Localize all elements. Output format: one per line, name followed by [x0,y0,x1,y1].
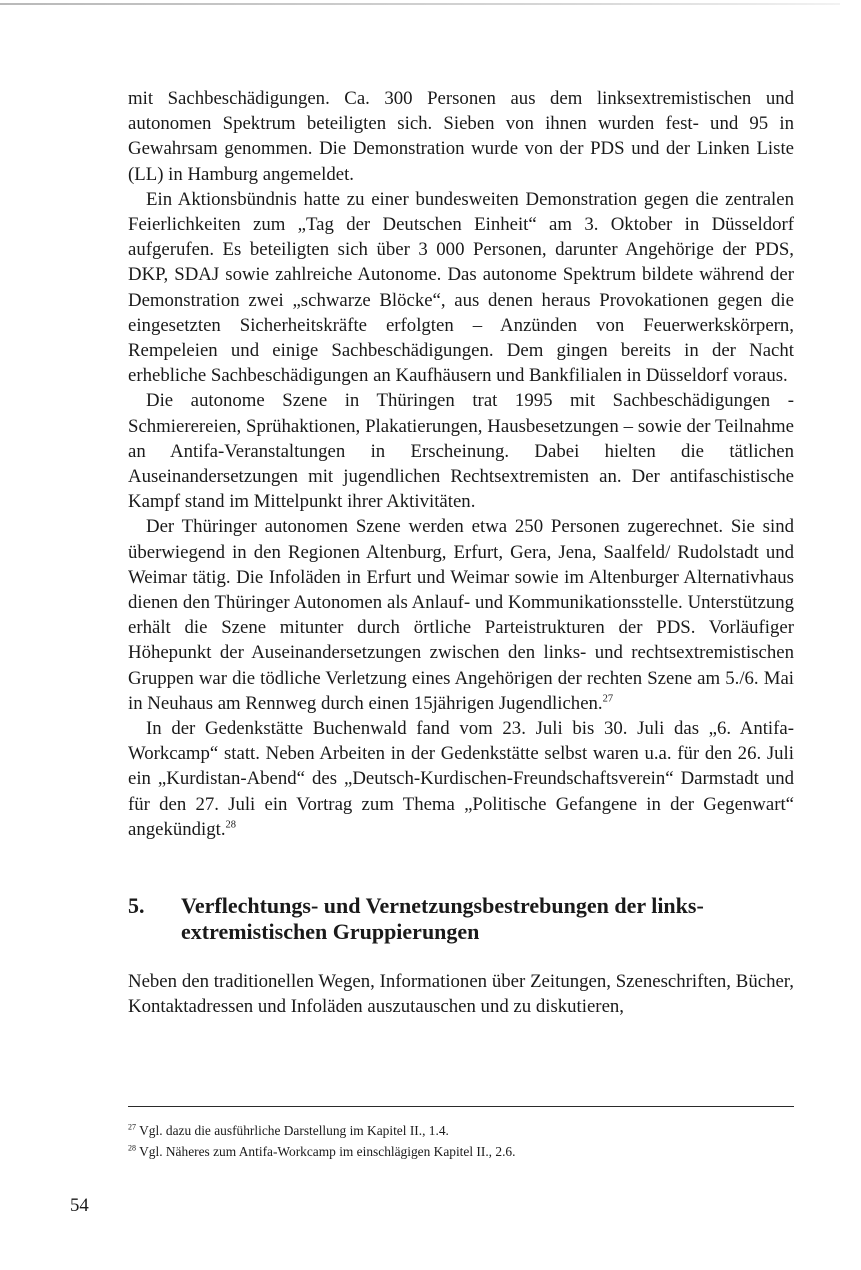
section-number: 5. [128,893,145,919]
footnote-27 [128,1120,794,1141]
footnote-separator [128,1106,794,1107]
paragraph-6 [128,969,794,1019]
paragraph-1-text: mit Sachbeschädigungen. Ca. 300 Personen aus dem linksextremistischen und autonomen Spektrum beteiligten sich. Sieben von ihnen wurden fest- und 95 in Gewahrsam genommen. Die Demonstration wurde von der PDS und der Linken Liste (LL) in Hamburg angemeldet. [128,88,794,185]
paragraph-2-text: Ein Aktionsbündnis hatte zu einer bundesweiten Demonstration gegen die zentralen Feierlichkeiten zum „Tag der Deutschen Einheit“ am 3. Oktober in Düsseldorf aufgerufen. Es beteiligten sich über 3 000 Personen, darunter Angehörige der PDS, DKP, SDAJ sowie zahlreiche Autonome. Das autonome Spektrum bildete während der Demonstration zwei „schwarze Blöcke“, aus denen heraus Provokationen gegen die eingesetzten Sicherheitskräfte erfolgten – Anzünden von Feuerwerkskörpern, Rempeleien und einige Sachbeschädigungen. Dem gingen bereits in der Nacht erhebliche Sachbeschädigungen an Kaufhäusern und Bankfilialen in Düsseldorf voraus. [128,188,794,387]
footnote-28 [128,1141,794,1162]
page-number: 54 [70,1195,89,1216]
paragraph-6-text: Neben den traditionellen Wegen, Informationen über Zeitungen, Szeneschriften, Bücher, Kontaktadressen und Infoläden auszutauschen und zu diskutieren, [128,971,794,1018]
paragraph-5 [128,716,794,842]
footnotes [128,1120,794,1162]
paragraph-2 [128,187,794,389]
paragraph-3-text: Die autonome Szene in Thüringen trat 1995 mit Sachbeschädigungen - Schmierereien, Sprühaktionen, Plakatierungen, Hausbesetzungen – sowie der Teilnahme an Antifa-Veranstaltungen in Erscheinung. Dabei hielten die tätlichen Auseinandersetzungen mit jugendlichen Rechtsextremisten an. Der antifaschistische Kampf stand im Mittelpunkt ihrer Aktivitäten. [128,390,794,513]
footnote-27-text: Vgl. dazu die ausführliche Darstellung im Kapitel II., 1.4. [139,1123,449,1138]
paragraph-5-text: In der Gedenkstätte Buchenwald fand vom 23. Juli bis 30. Juli das „6. Antifa-Workcamp“ statt. Neben Arbeiten in der Gedenkstätte selbst waren u.a. für den 26. Juli ein „Kurdistan-Abend“ des „Deutsch-Kurdischen-Freundschaftsverein“ Darmstadt und für den 27. Juli ein Vortrag zum Thema „Politische Gefangene in der Gegenwart“ angekündigt. [128,718,794,840]
footnote-28-text: Vgl. Näheres zum Antifa-Workcamp im einschlägigen Kapitel II., 2.6. [139,1144,516,1159]
scan-edge-line [0,3,840,5]
footnote-ref-27: 27 [602,693,614,705]
page-body [128,86,794,1020]
paragraph-1 [128,86,794,187]
section-title: Verflechtungs- und Vernetzungsbestrebungen der linksextremistischen Gruppierungen [181,893,704,945]
paragraph-3 [128,388,794,514]
footnote-27-number: 27 [128,1122,136,1132]
section-heading [128,893,794,945]
paragraph-4 [128,514,794,716]
paragraph-4-text: Der Thüringer autonomen Szene werden etwa 250 Personen zugerechnet. Sie sind überwiegend in den Regionen Altenburg, Erfurt, Gera, Jena, Saalfeld/ Rudolstadt und Weimar tätig. Die Infoläden in Erfurt und Weimar sowie im Altenburger Alternativhaus dienen den Thüringer Autonomen als Anlauf- und Kommunikationsstelle. Unterstützung erhält die Szene mitunter durch örtliche Parteistrukturen der PDS. Vorläufiger Höhepunkt der Auseinandersetzungen zwischen den links- und rechtsextremistischen Gruppen war die tödliche Verletzung eines Angehörigen der rechten Szene am 5./6. Mai in Neuhaus am Rennweg durch einen 15jährigen Jugendlichen. [128,516,794,714]
footnote-28-number: 28 [128,1143,136,1153]
footnote-ref-28: 28 [225,819,237,831]
